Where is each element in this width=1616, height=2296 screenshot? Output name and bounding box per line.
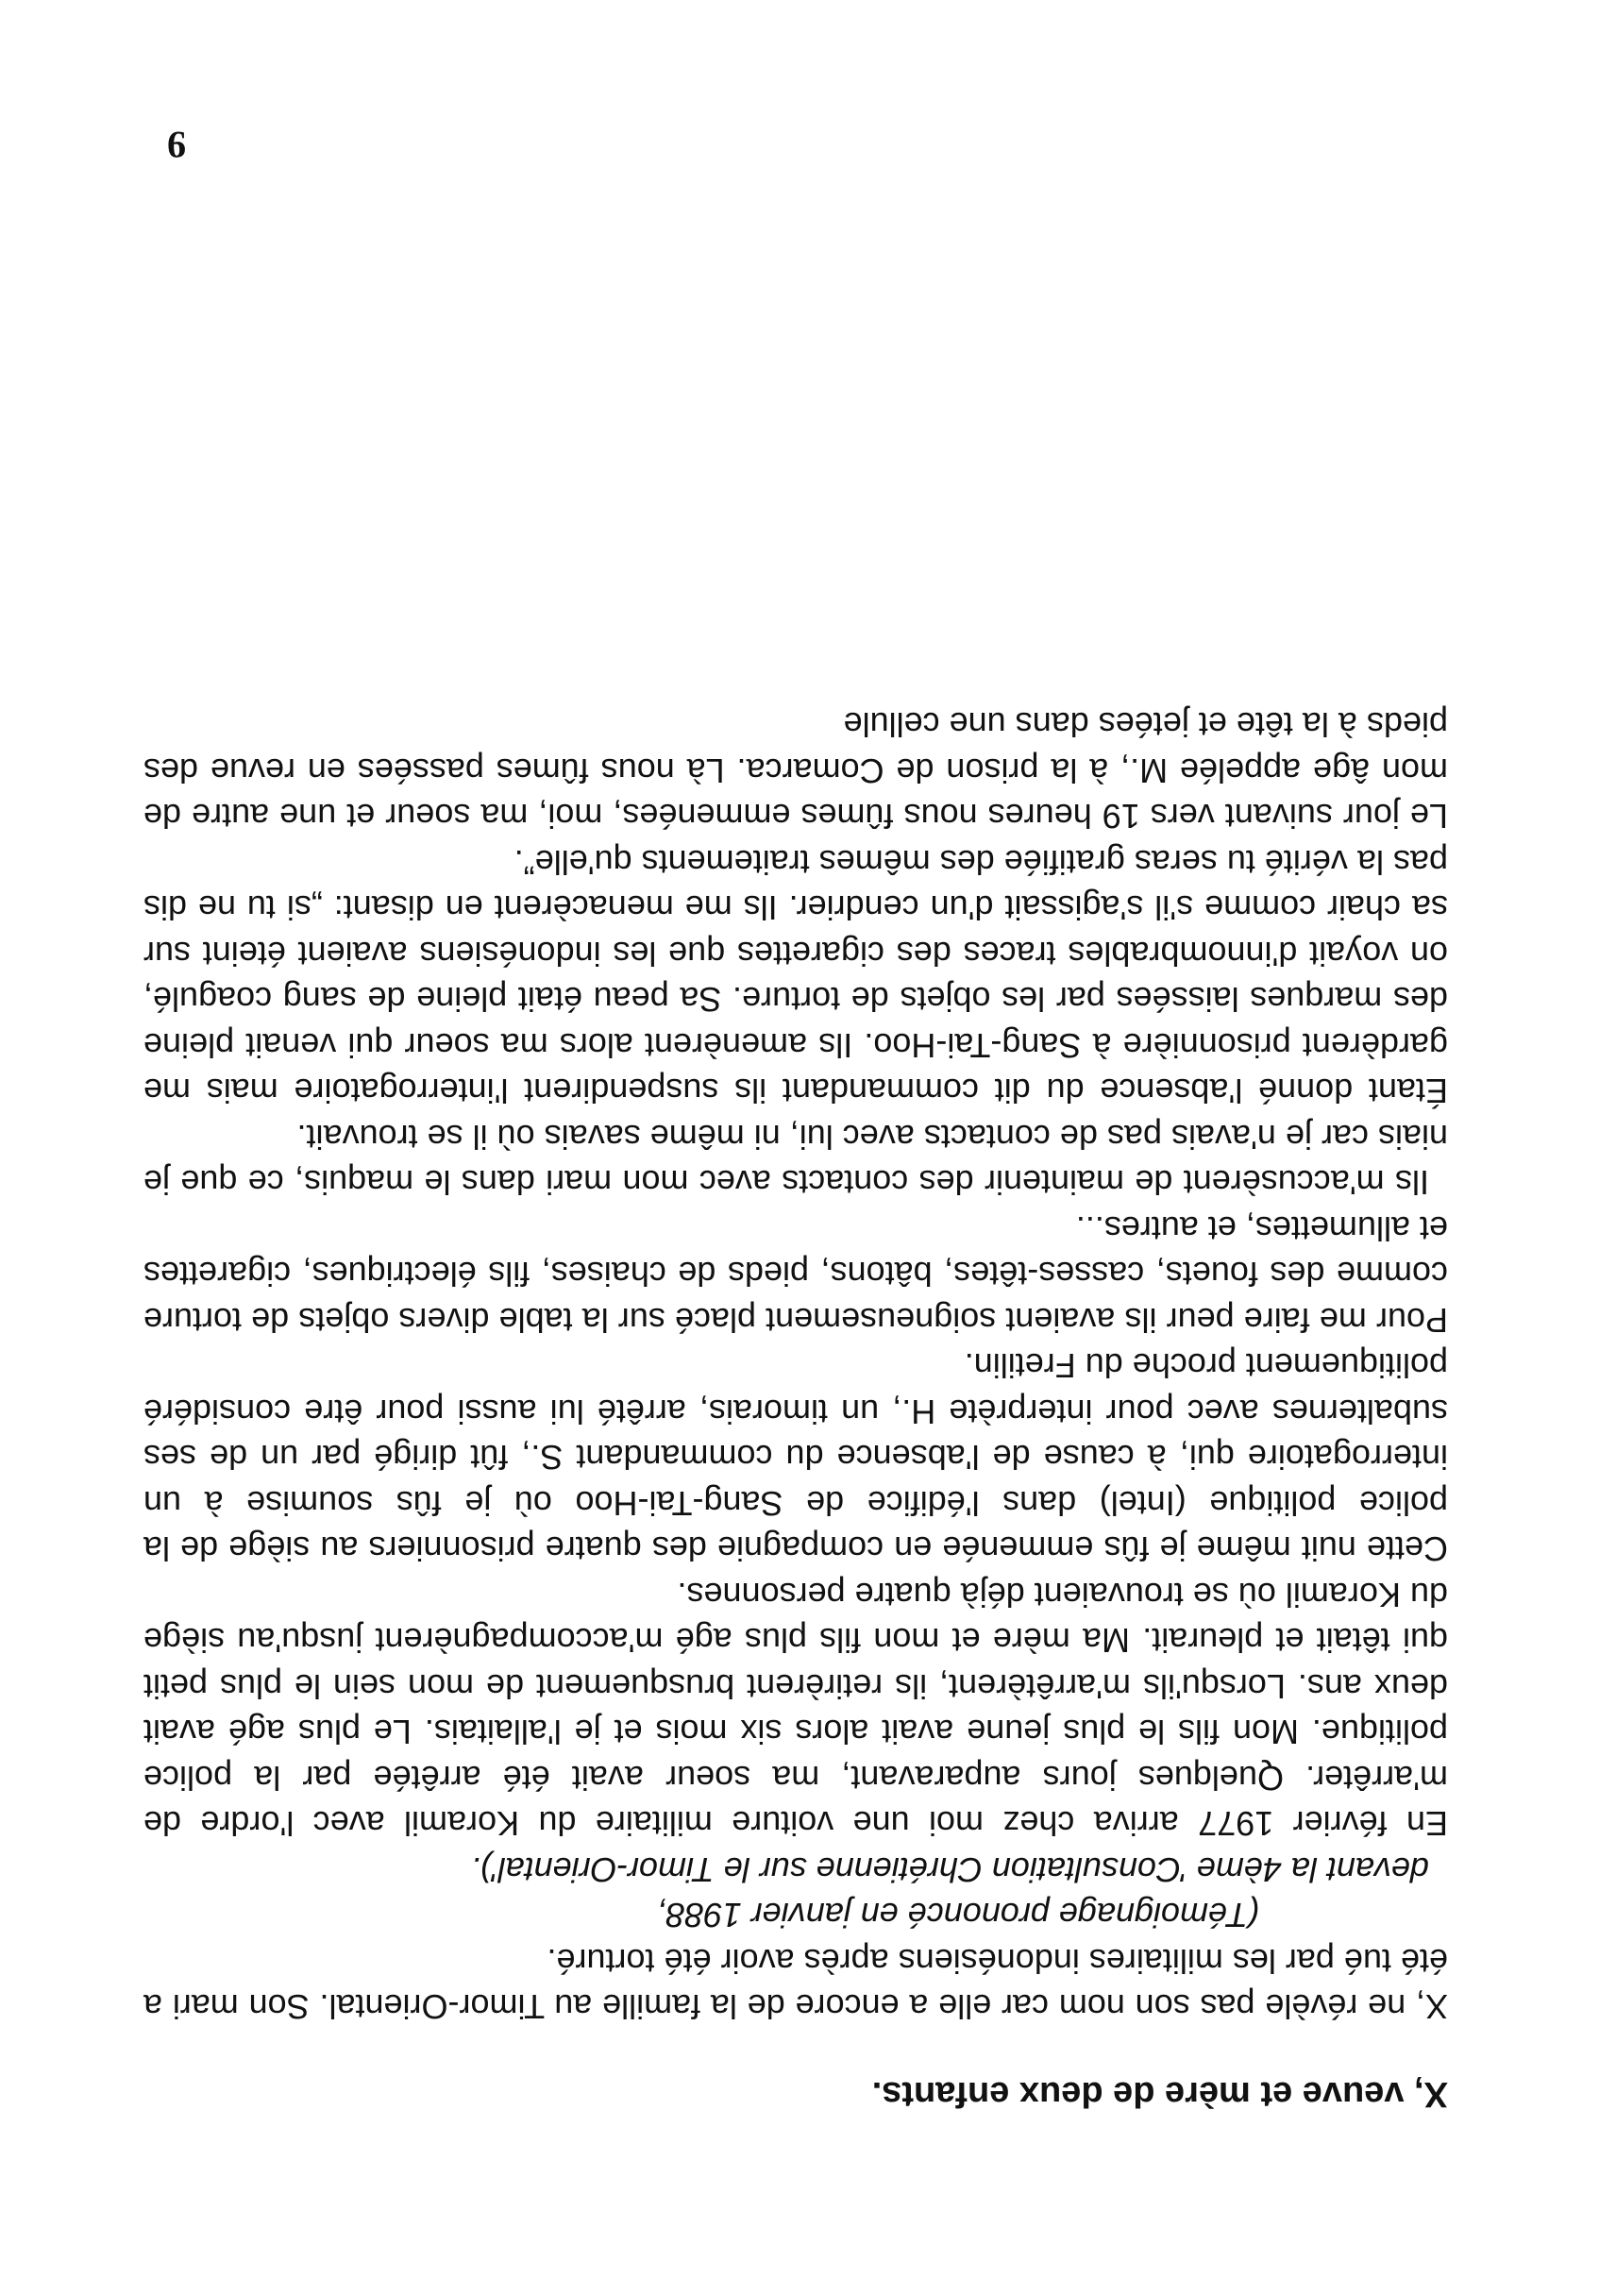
- document-body: [143, 701, 1448, 2117]
- paragraph-prison: Le jour suivant vers 19 heures nous fûmes emmenées, moi, ma soeur et une autre de mon âge appelée M., à la prison de Comarca. Là nous fûmes passées en revue des pieds à la tête et jetées dans une cellule: [143, 705, 1448, 836]
- document-title: X, veuve et mère de deux enfants.: [871, 2074, 1448, 2114]
- paragraph-accusation: Ils m'accusèrent de maintenir des contacts avec mon mari dans le maquis, ce que je niais car je n'avais pas de contacts avec lui, ni même savais où il se trouvait.: [143, 1118, 1448, 1203]
- paragraph-torture-objects: Pour me faire peur ils avaient soigneusement placé sur la table divers objets de torture comme des fouets, casses-têtes, bâtons, pieds de chaises, fils électriques, cigarettes et allumettes, et autres...: [143, 1209, 1448, 1340]
- testimony-line-1: (Témoignage prononcé en janvier 1988,: [656, 1896, 1259, 1935]
- page-number: 9: [167, 124, 186, 166]
- testimony-line-2: devant la 4ème 'Consultation Chrétienne sur le Timor-Oriental').: [470, 1850, 1429, 1889]
- intro-paragraph: X, ne révèle pas son nom car elle a encore de la famille au Timor-Oriental. Son mari a été tué par les militaires indonésiens après avoir été torturé.: [143, 1942, 1448, 2027]
- testimony-note: [143, 1847, 1448, 1938]
- paragraph-sister: Étant donné l'absence du dit commandant ils suspendirent l'interrogatoire mais me gardèrent prisonnière à Sang-Tai-Hoo. Ils amenèrent alors ma soeur qui venait pleine des marques laissées par les objets de torture. Sa peau était pleine de sang coagulé, on voyait d'innombrables traces des cigarettes que les indonésiens avaient éteint sur sa chair comme s'il s'agissait d'un cendrier. Ils me menacèrent en disant: „si tu ne dis pas la vérité tu seras gratifiée des mêmes traitements qu'elle”.: [143, 843, 1448, 1111]
- paragraph-interrogation: Cette nuit même je fûs emmenée en compagnie des quatre prisonniers au siège de la police politique (Intel) dans l'édifice de Sang-Tai-Hoo où je fûs soumise à un interrogatoire qui, à cause de l'absence du commandant S., fût dirigé par un de ses subalternes avec pour interprète H., un timorais, arrêté lui aussi pour être considéré politiquement proche du Fretilin.: [143, 1346, 1448, 1569]
- paragraph-arrest: En février 1977 arriva chez moi une voiture militaire du Koramil avec l'ordre de m'arrêter. Quelques jours auparavant, ma soeur avait été arrêtée par la police politique. Mon fils le plus jeune avait alors six mois et je l'allaitais. Le plus agé avait deux ans. Lorsqu'ils m'arrêtèrent, ils retirèrent brusquement de mon sein le plus petit qui têtait et pleurait. Ma mère et mon fils plus agé m'accompagnèrent jusqu'au siège du Koramil où se trouvaient déjà quatre personnes.: [143, 1576, 1448, 1844]
